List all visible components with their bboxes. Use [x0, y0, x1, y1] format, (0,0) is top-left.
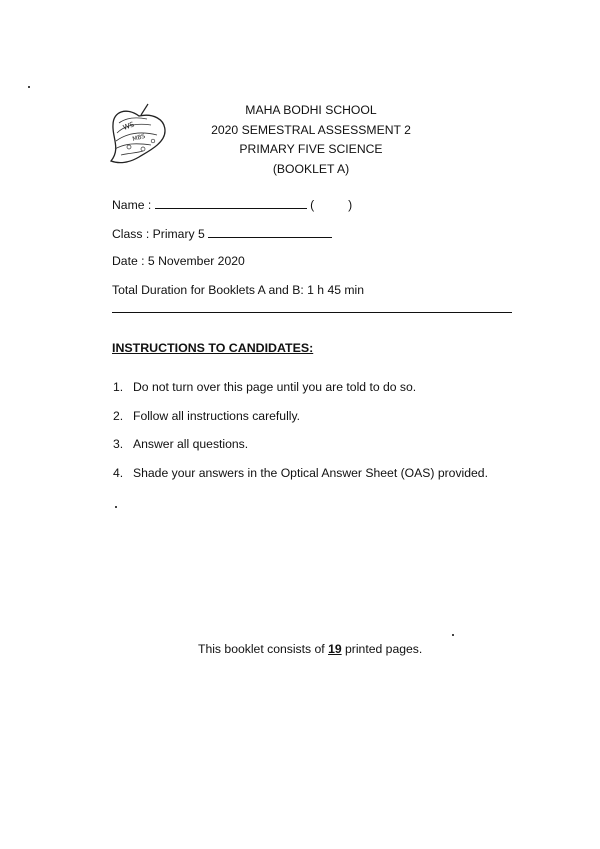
item-number: 4. — [113, 465, 124, 480]
school-name: MAHA BODHI SCHOOL — [245, 103, 377, 117]
subject-title: PRIMARY FIVE SCIENCE — [239, 142, 383, 156]
list-item — [113, 437, 533, 466]
page-count-note — [198, 642, 422, 656]
scan-speck — [452, 634, 454, 636]
svg-text:MBS: MBS — [131, 132, 147, 143]
scan-speck — [28, 86, 30, 88]
class-blank — [208, 226, 332, 238]
page-count-before: This booklet consists of — [198, 642, 325, 656]
svg-text:WS: WS — [121, 120, 136, 132]
bodhi-leaf-logo-icon — [107, 103, 169, 169]
name-label: Name : — [112, 198, 152, 212]
divider — [112, 312, 512, 313]
class-label: Class : Primary 5 — [112, 227, 205, 241]
list-item — [113, 380, 533, 409]
item-text: Follow all instructions carefully. — [133, 408, 301, 423]
instructions-list — [113, 380, 533, 494]
list-item — [113, 466, 533, 495]
name-blank — [155, 197, 307, 209]
item-number: 1. — [113, 380, 124, 394]
item-text: Do not turn over this page until you are told to do so. — [133, 380, 417, 394]
instructions-title: INSTRUCTIONS TO CANDIDATES: — [112, 341, 314, 355]
date-field — [112, 254, 245, 268]
exam-header — [190, 101, 432, 179]
name-field — [112, 197, 352, 212]
assessment-title: 2020 SEMESTRAL ASSESSMENT 2 — [211, 122, 411, 137]
register-paren-open: ( — [310, 198, 315, 212]
register-paren-close: ) — [348, 198, 353, 212]
duration-text: Total Duration for Booklets A and B: 1 h 45 min — [112, 283, 365, 297]
item-text: Shade your answers in the Optical Answer Sheet (OAS) provided. — [133, 465, 488, 480]
item-number: 3. — [113, 437, 124, 451]
scan-speck — [115, 506, 117, 508]
item-number: 2. — [113, 408, 124, 423]
item-text: Answer all questions. — [133, 437, 249, 451]
booklet-label: (BOOKLET A) — [272, 161, 350, 176]
class-field — [112, 226, 332, 241]
date-label: Date — [112, 254, 138, 268]
list-item — [113, 409, 533, 438]
date-value: : 5 November 2020 — [141, 254, 245, 268]
page-count: 19 — [328, 642, 342, 656]
page-count-after: printed pages. — [345, 642, 423, 656]
